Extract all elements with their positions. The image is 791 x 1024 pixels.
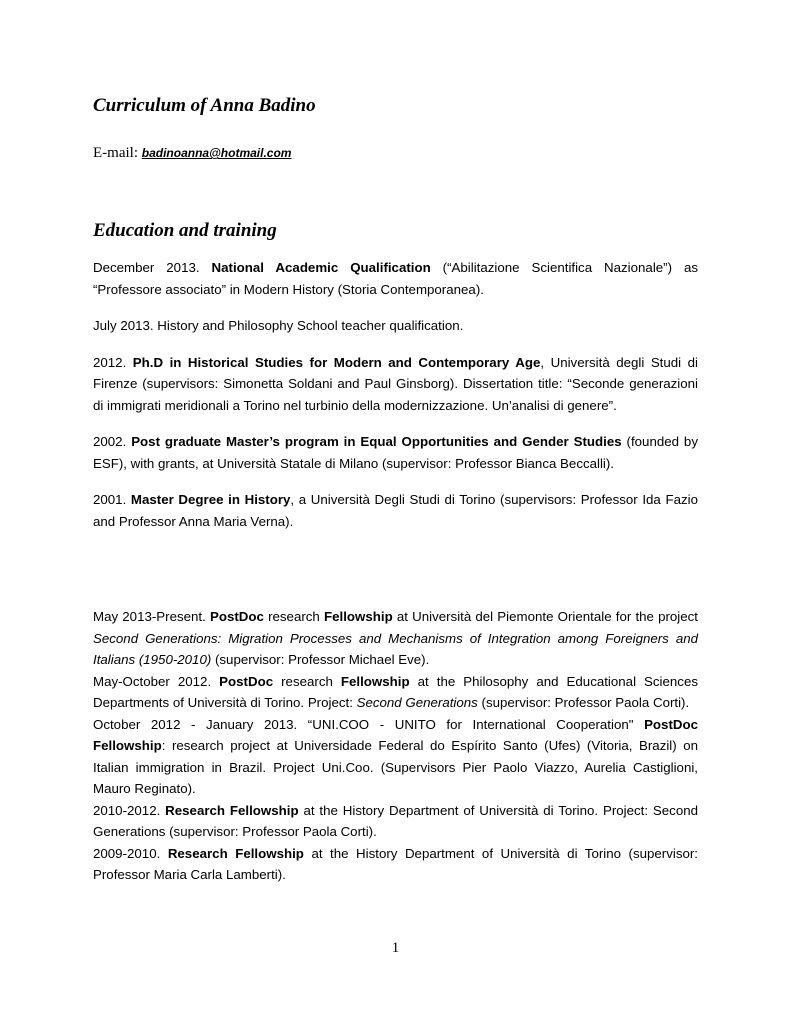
entry-bold: PostDoc Fellowship bbox=[93, 716, 698, 753]
entry-bold: PostDoc bbox=[219, 673, 274, 689]
entry-date: 2009-2010. bbox=[93, 845, 168, 861]
project-title: Second Generations: Migration Processes and Mechanisms of Integration among Foreigners and Italians (1950-2010) bbox=[93, 630, 698, 667]
email-line bbox=[93, 145, 291, 162]
entry-bold: Fellowship bbox=[323, 609, 393, 624]
entry-text: at Università del Piemonte Orientale for the project bbox=[392, 609, 698, 624]
project-title: Second Generations bbox=[356, 695, 478, 710]
education-entry-teacher-qualification: July 2013. History and Philosophy School teacher qualification. bbox=[93, 318, 464, 333]
fellowship-entry-history-2009 bbox=[93, 843, 698, 886]
entry-details: (founded by ESF), with grants, at Università Statale di Milano (supervisor: Professor Bianca Beccalli). bbox=[93, 434, 698, 471]
entry-details: (“Abilitazione Scientifica Nazionale”) as “Professore associato” in Modern History (Storia Contemporanea). bbox=[93, 260, 699, 297]
education-list bbox=[93, 257, 698, 532]
fellowship-entry-unicoo bbox=[93, 714, 698, 800]
entry-title: Ph.D in Historical Studies for Modern and Contemporary Age bbox=[132, 354, 541, 370]
entry-title: National Academic Qualification bbox=[211, 260, 431, 275]
entry-text: (supervisor: Professor Michael Eve). bbox=[211, 652, 430, 667]
entry-text: research bbox=[273, 673, 341, 689]
entry-text: research bbox=[263, 609, 324, 624]
document-title: Curriculum of Anna Badino bbox=[93, 95, 316, 116]
entry-bold: PostDoc bbox=[209, 609, 264, 624]
fellowship-list bbox=[93, 606, 698, 886]
education-entry-master-degree bbox=[93, 489, 698, 532]
entry-text: at the History Department of Università di Torino. Project: Second Generations (supervisor: Professor Paola Corti). bbox=[93, 802, 699, 839]
education-entry-masters-program bbox=[93, 431, 698, 474]
entry-date: 2001. bbox=[93, 492, 131, 507]
entry-date: 2010-2012. bbox=[93, 802, 166, 818]
fellowship-entry-piemonte bbox=[93, 606, 698, 671]
email-label: E-mail: bbox=[93, 145, 142, 161]
entry-date: December 2013. bbox=[93, 260, 212, 275]
education-entry-phd bbox=[93, 352, 698, 417]
entry-date: 2002. bbox=[93, 434, 132, 449]
email-link[interactable]: badinoanna@hotmail.com bbox=[141, 146, 292, 160]
education-entry-qualification bbox=[93, 257, 698, 300]
entry-date: October 2012 - January 2013. “UNI.COO - UNITO for International Cooperation" bbox=[93, 716, 645, 732]
entry-date: May 2013-Present. bbox=[93, 609, 210, 624]
entry-details: , Università degli Studi di Firenze (supervisors: Simonetta Soldani and Paul Ginsborg). Dissertation title: “Seconde generazioni di immigrati meridionali a Torino nel turbinio della modernizzazione. Un’analisi di genere”. bbox=[93, 354, 698, 413]
entry-date: 2012. bbox=[93, 354, 133, 370]
entry-date: May-October 2012. bbox=[93, 673, 220, 689]
entry-text: at the Philosophy and Educational Sciences Departments of Università di Torino. Project: bbox=[93, 673, 698, 710]
entry-bold: Research Fellowship bbox=[165, 802, 299, 818]
entry-text: (supervisor: Professor Paola Corti). bbox=[477, 695, 690, 710]
entry-bold: Fellowship bbox=[340, 673, 410, 689]
page-number: 1 bbox=[391, 940, 400, 956]
entry-title: Post graduate Master’s program in Equal Opportunities and Gender Studies bbox=[131, 434, 622, 449]
entry-text: at the History Department of Università di Torino (supervisor: Professor Maria Carla Lamberti). bbox=[93, 845, 699, 882]
entry-bold: Research Fellowship bbox=[167, 845, 304, 861]
entry-title: Master Degree in History bbox=[130, 492, 291, 507]
entry-details: , a Università Degli Studi di Torino (supervisors: Professor Ida Fazio and Professor Anna Maria Verna). bbox=[93, 492, 698, 529]
fellowship-entry-philosophy bbox=[93, 671, 698, 714]
education-heading: Education and training bbox=[93, 220, 277, 241]
entry-text: : research project at Universidade Federal do Espírito Santo (Ufes) (Vitoria, Brazil) on Italian immigration in Brazil. Project Uni.Coo. (Supervisors Pier Paolo Viazzo, Aurelia Castiglioni, Mauro Reginato). bbox=[93, 738, 698, 796]
fellowship-entry-history-2010 bbox=[93, 800, 698, 843]
